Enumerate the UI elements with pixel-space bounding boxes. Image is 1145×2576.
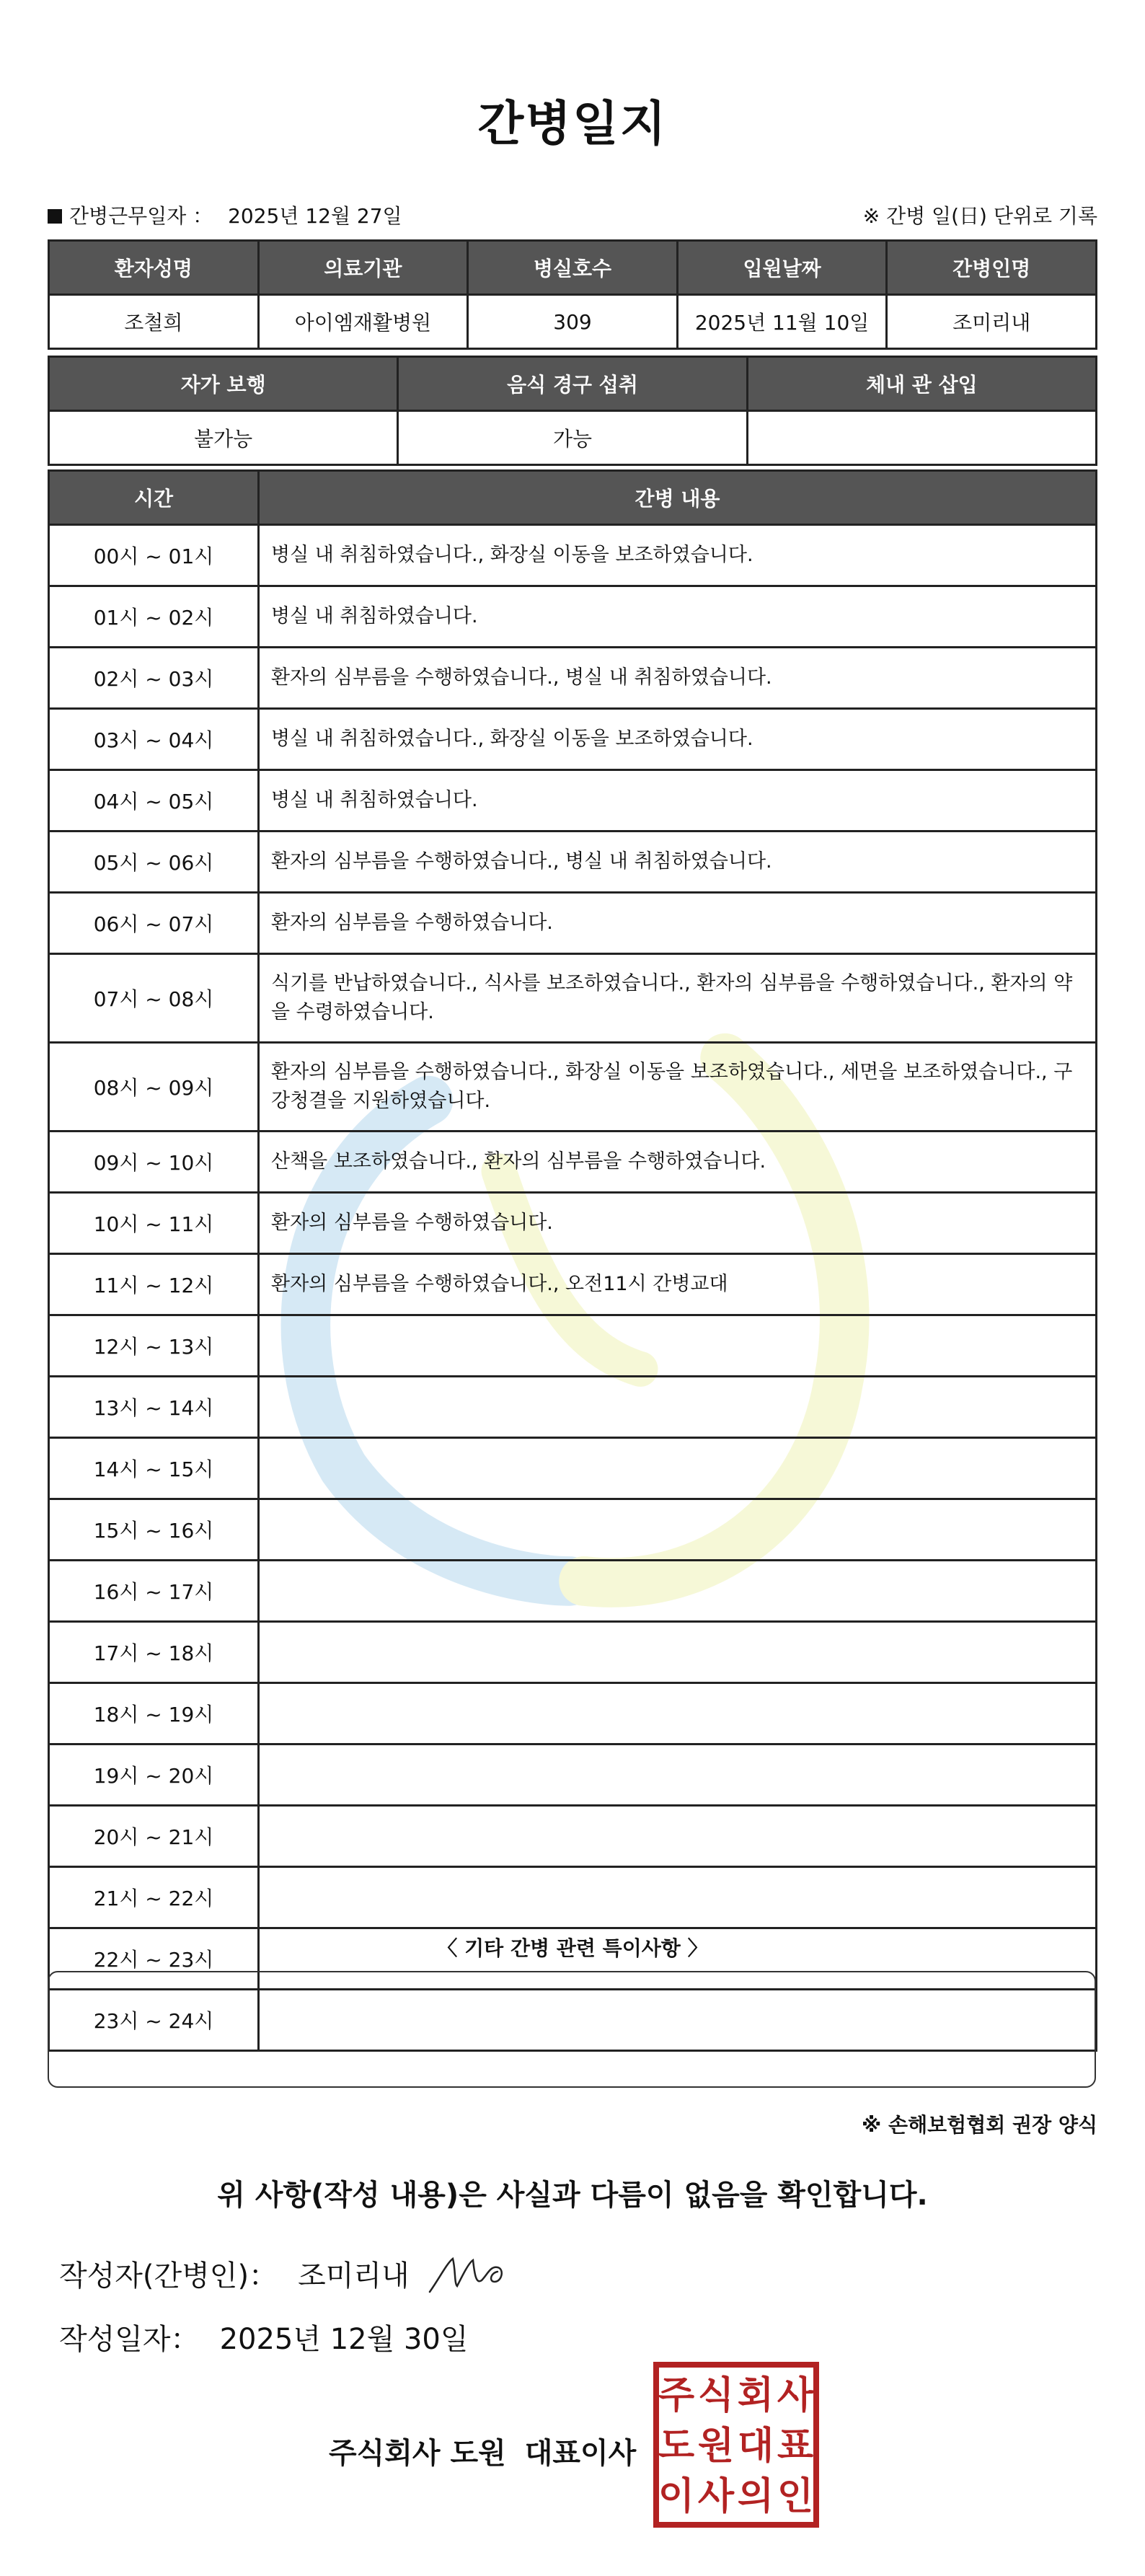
seal-glyph: 대 <box>737 2425 774 2468</box>
work-date-label: 간병근무일자 ： <box>69 204 213 228</box>
log-content: 환자의 심부름을 수행하였습니다. <box>259 1193 1097 1254</box>
seal-glyph: 이 <box>658 2475 695 2518</box>
handwritten-signature <box>425 2249 534 2299</box>
log-content: 병실 내 취침하였습니다. <box>259 586 1097 648</box>
square-bullet-icon <box>48 209 62 224</box>
header-care-content: 간병 내용 <box>259 471 1097 525</box>
log-content <box>259 1806 1097 1867</box>
table-row <box>49 954 1097 1043</box>
record-note: ※ 간병 일(日) 단위로 기록 <box>862 204 1097 228</box>
log-content: 병실 내 취침하였습니다., 화장실 이동을 보조하였습니다. <box>259 525 1097 586</box>
table-row <box>49 1315 1097 1377</box>
table-row <box>49 1622 1097 1683</box>
log-time: 13시 ~ 14시 <box>49 1377 259 1438</box>
work-date-value: 2025년 12월 27일 <box>228 204 402 228</box>
table-row <box>49 1377 1097 1438</box>
log-time: 00시 ~ 01시 <box>49 525 259 586</box>
confirmation-statement: 위 사항(작성 내용)은 사실과 다름이 없음을 확인합니다. <box>217 2179 928 2212</box>
table-row <box>49 770 1097 832</box>
notes-box <box>48 1971 1096 2088</box>
patient-info-table <box>48 239 1097 350</box>
header-tube-insertion: 체내 관 삽입 <box>747 357 1096 411</box>
header-admission-date: 입원날짜 <box>677 241 887 295</box>
written-date-label: 작성일자： <box>59 2323 200 2356</box>
log-content <box>259 1315 1097 1377</box>
seal-glyph: 표 <box>777 2425 814 2468</box>
table-row <box>49 1806 1097 1867</box>
log-time: 10시 ~ 11시 <box>49 1193 259 1254</box>
table-row <box>49 1561 1097 1622</box>
log-time: 04시 ~ 05시 <box>49 770 259 832</box>
writer-name: 조미리내 <box>298 2259 410 2293</box>
header-room-number: 병실호수 <box>468 241 678 295</box>
patient-name: 조철희 <box>49 295 259 349</box>
table-row <box>49 1043 1097 1132</box>
document-title: 간병일지 <box>477 96 668 151</box>
care-log-table <box>48 469 1097 2052</box>
header-time: 시간 <box>49 471 259 525</box>
table-row <box>49 1683 1097 1744</box>
written-date-line <box>59 2316 469 2357</box>
oral-intake-value: 가능 <box>398 411 747 465</box>
self-walking-value: 불가능 <box>49 411 398 465</box>
log-time: 20시 ~ 21시 <box>49 1806 259 1867</box>
table-row <box>49 1132 1097 1193</box>
seal-glyph: 의 <box>737 2475 774 2518</box>
table-row <box>49 648 1097 709</box>
admission-date: 2025년 11월 10일 <box>677 295 887 349</box>
log-time: 01시 ~ 02시 <box>49 586 259 648</box>
log-content: 환자의 심부름을 수행하였습니다., 병실 내 취침하였습니다. <box>259 832 1097 893</box>
seal-glyph: 원 <box>697 2425 735 2468</box>
table-row <box>49 1193 1097 1254</box>
company-seal-stamp <box>653 2362 819 2528</box>
log-time: 02시 ~ 03시 <box>49 648 259 709</box>
log-content: 산책을 보조하였습니다., 환자의 심부름을 수행하였습니다. <box>259 1132 1097 1193</box>
log-time: 19시 ~ 20시 <box>49 1744 259 1806</box>
log-time: 16시 ~ 17시 <box>49 1561 259 1622</box>
table-row <box>49 1499 1097 1561</box>
log-content: 식기를 반납하였습니다., 식사를 보조하였습니다., 환자의 심부름을 수행하였습니다., 환자의 약을 수령하였습니다. <box>259 954 1097 1043</box>
header-caregiver-name: 간병인명 <box>887 241 1097 295</box>
log-content <box>259 1438 1097 1499</box>
log-time: 06시 ~ 07시 <box>49 893 259 954</box>
log-content <box>259 1867 1097 1928</box>
log-content <box>259 1683 1097 1744</box>
log-content <box>259 1561 1097 1622</box>
company-line <box>329 2430 636 2471</box>
log-time: 23시 ~ 24시 <box>49 1990 259 2051</box>
header-medical-institution: 의료기관 <box>258 241 468 295</box>
header-patient-name: 환자성명 <box>49 241 259 295</box>
log-content <box>259 1377 1097 1438</box>
log-time: 14시 ~ 15시 <box>49 1438 259 1499</box>
log-time: 22시 ~ 23시 <box>49 1928 259 1990</box>
log-time: 12시 ~ 13시 <box>49 1315 259 1377</box>
notes-title: 〈 기타 간병 관련 특이사항 〉 <box>437 1936 708 1960</box>
log-content: 병실 내 취침하였습니다., 화장실 이동을 보조하였습니다. <box>259 709 1097 770</box>
table-row <box>49 586 1097 648</box>
seal-glyph: 사 <box>697 2475 735 2518</box>
log-content <box>259 1622 1097 1683</box>
seal-glyph: 회 <box>737 2374 774 2417</box>
log-content <box>259 1744 1097 1806</box>
log-time: 08시 ~ 09시 <box>49 1043 259 1132</box>
representative-title: 대표이사 <box>524 2437 637 2470</box>
table-row <box>49 1867 1097 1928</box>
work-date-line <box>48 200 402 229</box>
seal-glyph: 도 <box>658 2425 695 2468</box>
header-oral-intake: 음식 경구 섭취 <box>398 357 747 411</box>
seal-glyph: 인 <box>777 2475 814 2518</box>
writer-label: 작성자(간병인)： <box>59 2259 278 2293</box>
caregiver-name: 조미리내 <box>887 295 1097 349</box>
log-time: 07시 ~ 08시 <box>49 954 259 1043</box>
log-time: 21시 ~ 22시 <box>49 1867 259 1928</box>
medical-institution: 아이엠재활병원 <box>258 295 468 349</box>
log-time: 17시 ~ 18시 <box>49 1622 259 1683</box>
log-content: 환자의 심부름을 수행하였습니다. <box>259 893 1097 954</box>
log-content: 환자의 심부름을 수행하였습니다., 병실 내 취침하였습니다. <box>259 648 1097 709</box>
log-content: 환자의 심부름을 수행하였습니다., 화장실 이동을 보조하였습니다., 세면을 보조하였습니다., 구강청결을 지원하였습니다. <box>259 1043 1097 1132</box>
seal-glyph: 사 <box>777 2374 814 2417</box>
company-name: 주식회사 도원 <box>329 2437 506 2470</box>
log-time: 11시 ~ 12시 <box>49 1254 259 1315</box>
care-log-rows <box>49 525 1097 2051</box>
table-row <box>49 832 1097 893</box>
written-date: 2025년 12월 30일 <box>219 2323 469 2356</box>
tube-insertion-value <box>747 411 1096 465</box>
seal-glyph: 식 <box>697 2374 735 2417</box>
log-content <box>259 1499 1097 1561</box>
log-time: 03시 ~ 04시 <box>49 709 259 770</box>
recommendation-note: ※ 손해보험협회 권장 양식 <box>862 2113 1097 2137</box>
writer-line <box>59 2253 410 2294</box>
header-self-walking: 자가 보행 <box>49 357 398 411</box>
log-time: 15시 ~ 16시 <box>49 1499 259 1561</box>
table-row <box>49 1254 1097 1315</box>
table-row <box>49 1744 1097 1806</box>
log-time: 18시 ~ 19시 <box>49 1683 259 1744</box>
log-content: 병실 내 취침하였습니다. <box>259 770 1097 832</box>
log-time: 05시 ~ 06시 <box>49 832 259 893</box>
table-row <box>49 709 1097 770</box>
room-number: 309 <box>468 295 678 349</box>
patient-status-table <box>48 356 1097 466</box>
table-row <box>49 525 1097 586</box>
log-content: 환자의 심부름을 수행하였습니다., 오전11시 간병교대 <box>259 1254 1097 1315</box>
table-row <box>49 1438 1097 1499</box>
seal-glyph: 주 <box>658 2374 695 2417</box>
log-time: 09시 ~ 10시 <box>49 1132 259 1193</box>
table-row <box>49 893 1097 954</box>
